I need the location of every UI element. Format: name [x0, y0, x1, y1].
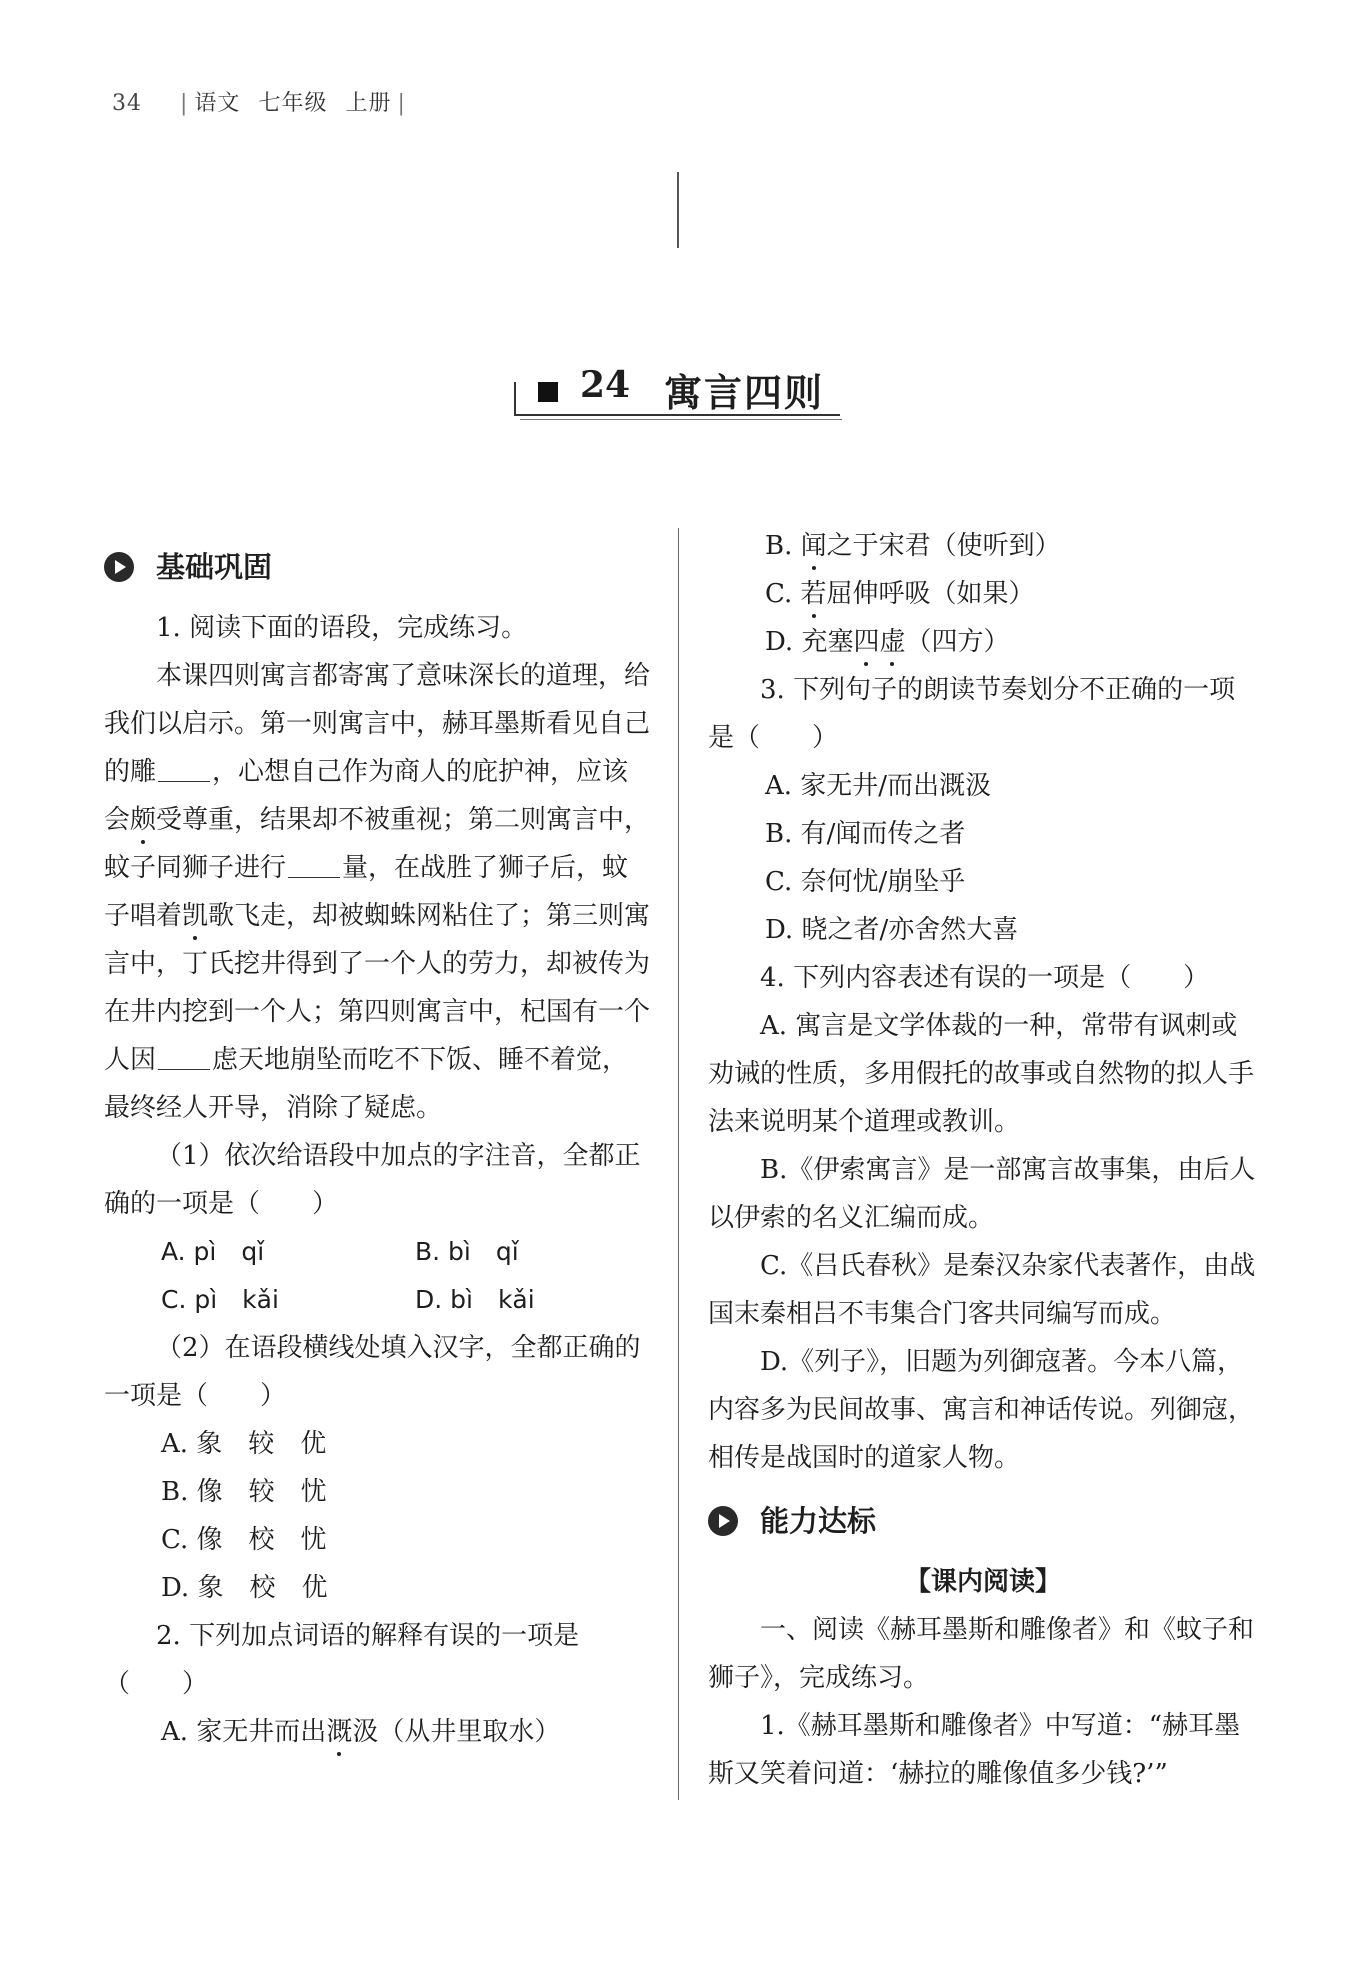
option-a[interactable]: A. 象 较 优: [161, 1429, 327, 1459]
sub-section-title: 【课内阅读】: [904, 1567, 1061, 1597]
top-vertical-rule: [677, 172, 679, 248]
section-heading-ability: [708, 1494, 1258, 1548]
reading-question-1: 1.《赫耳墨斯和雕像者》中写道：“赫耳墨斯又笑着问道：‘赫拉的雕像值多少钱?’”: [708, 1711, 1241, 1789]
left-column: [104, 528, 654, 1756]
title-frame: [514, 382, 516, 416]
title-frame: [520, 419, 842, 420]
dotted-char: 若: [800, 579, 827, 609]
play-circle-icon: [708, 1506, 738, 1536]
sub-question-1-stem: （1）依次给语段中加点的字注音，全都正确的一项是（ ）: [104, 1141, 641, 1219]
page-number: 34: [112, 91, 142, 116]
option-c[interactable]: C. 像 校 忧: [161, 1525, 327, 1555]
header-divider: |: [180, 91, 189, 116]
fill-blank[interactable]: [158, 1043, 210, 1070]
option-c[interactable]: C. 若屈伸呼吸（如果）: [765, 579, 1035, 609]
dotted-char: 四: [853, 627, 880, 657]
option-c[interactable]: C.《吕氏春秋》是秦汉杂家代表著作，由战国末秦相吕不韦集合门客共同编写而成。: [708, 1251, 1256, 1329]
lesson-title: 寓言四则: [664, 371, 825, 415]
square-bullet-icon: [538, 382, 558, 402]
option-b[interactable]: B. bì qǐ: [415, 1237, 519, 1266]
header-subject: 语文: [194, 91, 241, 116]
option-a[interactable]: A. pì qǐ: [161, 1237, 265, 1266]
option-b[interactable]: B. 闻之于宋君（使听到）: [765, 531, 1061, 561]
option-a[interactable]: A. 寓言是文学体裁的一种，常带有讽刺或劝诫的性质，多用假托的故事或自然物的拟人手法来说明某个道理或教训。: [708, 1011, 1255, 1137]
column-divider: [678, 528, 679, 1800]
dotted-char: 凯: [182, 901, 209, 931]
question-2-stem: 2. 下列加点词语的解释有误的一项是（ ）: [104, 1621, 580, 1699]
sub-question-2-stem: （2）在语段横线处填入汉字，全都正确的一项是（ ）: [104, 1333, 641, 1411]
right-column: [708, 522, 1258, 1798]
dotted-char: 虚: [879, 627, 906, 657]
header-grade: 七年级: [258, 91, 328, 116]
option-row: [104, 1228, 654, 1276]
question-3-stem: 3. 下列句子的朗读节奏划分不正确的一项是（ ）: [708, 675, 1236, 753]
option-d[interactable]: D. 充塞四虚（四方）: [765, 627, 1010, 657]
option-d[interactable]: D. 晓之者/亦舍然大喜: [765, 915, 1019, 945]
play-circle-icon: [104, 552, 134, 582]
option-b[interactable]: B. 有/闻而传之者: [765, 819, 966, 849]
question-4-stem: 4. 下列内容表述有误的一项是（ ）: [760, 963, 1210, 993]
header-divider: |: [397, 91, 406, 116]
dotted-char: 溉: [326, 1717, 353, 1747]
dotted-char: 颇: [130, 805, 157, 835]
option-b[interactable]: B.《伊索寓言》是一部寓言故事集，由后人以伊索的名义汇编而成。: [708, 1155, 1256, 1233]
question-1-stem: 1. 阅读下面的语段，完成练习。: [156, 613, 528, 643]
section-title: 基础巩固: [156, 550, 273, 584]
option-row: [104, 1276, 654, 1324]
lesson-number: 24: [580, 364, 631, 406]
header-volume: 上册: [345, 91, 392, 116]
question-1-passage: 本课四则寓言都寄寓了意味深长的道理，给我们以启示。第一则寓言中，赫耳墨斯看见自己的雕 ，心想自己作为商人的庇护神，应该会颇受尊重，结果却不被重视；第二则寓言中，蚊子同狮子进行 量，在战胜了狮子后，蚊子唱着凯歌飞走，却被蜘蛛网粘住了；第三则寓言中，丁氏挖井得到了一个人的劳力，却被传为在井内挖到一个人；第四则寓言中，杞国有一个人因 虑天地崩坠而吃不下饭、睡不着觉，最终经人开导，消除了疑虑。: [104, 661, 651, 1123]
reading-intro: 一、阅读《赫耳墨斯和雕像者》和《蚊子和狮子》，完成练习。: [708, 1615, 1255, 1693]
option-c[interactable]: C. 奈何忧/崩坠乎: [765, 867, 966, 897]
option-b[interactable]: B. 像 较 忧: [161, 1477, 327, 1507]
fill-blank[interactable]: [288, 851, 340, 878]
option-d[interactable]: D. bì kǎi: [415, 1285, 535, 1314]
option-c[interactable]: C. pì kǎi: [161, 1285, 279, 1314]
section-heading-basics: [104, 540, 654, 594]
lesson-title-block: [514, 358, 840, 416]
option-d[interactable]: D.《列子》，旧题为列御寇著。今本八篇，内容多为民间故事、寓言和神话传说。列御寇，相传是战国时的道家人物。: [708, 1347, 1255, 1473]
page-header: [112, 86, 412, 117]
option-a[interactable]: A. 家无井/而出溉汲: [765, 771, 992, 801]
option-a[interactable]: A. 家无井而出溉汲（从井里取水）: [161, 1717, 561, 1747]
dotted-char: 闻: [800, 531, 827, 561]
option-d[interactable]: D. 象 校 优: [161, 1573, 328, 1603]
section-title: 能力达标: [760, 1504, 877, 1538]
fill-blank[interactable]: [158, 755, 210, 782]
